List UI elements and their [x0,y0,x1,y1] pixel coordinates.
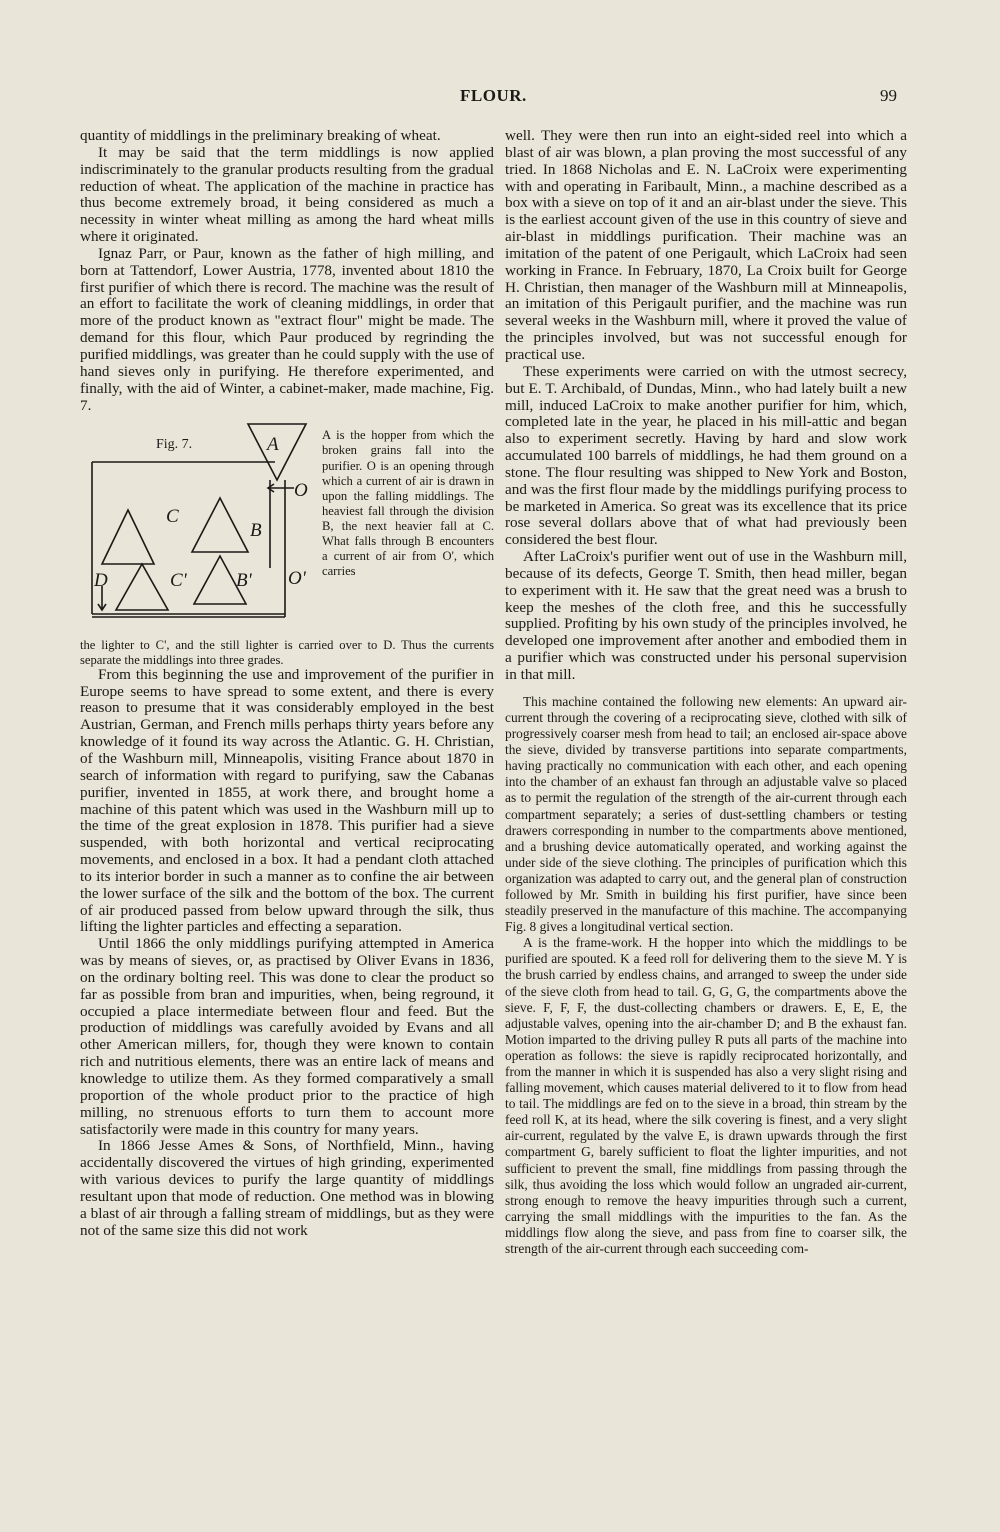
paragraph: From this beginning the use and improvement of the purifier in Europe seems to have spread to some extent, and there is every reason to presume that it was considerably employed in the best Austrian, German, and French mills perhaps thirty years before any knowledge of it found its way across the Atlantic. G. H. Christian, of the Washburn mill, Minneapolis, visiting France about 1870 in search of information with regard to purifying, saw the Cabanas purifier, invented in 1855, at work there, and brought home a machine of this patent which was used in the Washburn mill up to the time of the great explosion in 1878. This purifier had a sieve suspended, with both horizontal and vertical reciprocating movements, and enclosed in a box. It had a pendant cloth attached to its interior border in such a manner as to confine the air between the lower surface of the silk and the bottom of the box. The current of air produced passed from below upward through the silk, thus lifting the lighter particles and effecting a separation. [80,665,494,936]
purifier-diagram [80,418,312,630]
right-column [505,128,907,1257]
label-b-prime: B' [236,570,252,592]
paragraph: In 1866 Jesse Ames & Sons, of Northfield, Minn., having accidentally discovered the virtues of high grinding, experimented with various devices to purify the large quantity of middlings resultant upon that mode of reduction. One method was in blowing a blast of air through a falling stream of middlings, but as they were not of the same size this did not work [80,1137,494,1239]
left-column [80,128,494,1239]
paragraph: After LaCroix's purifier went out of use in the Washburn mill, because of its defects, George T. Smith, then head miller, began to experiment with it. He saw that the great need was a brush to keep the meshes of the cloth free, and this he successfully supplied. Profiting by his own study of the principles involved, he developed one improvement after another and embodied them in a purifier which was constructed under his personal supervision in that mill. [505,548,907,683]
label-o-prime: O' [288,568,306,590]
figure-caption: A is the hopper from which the broken grains fall into the purifier. O is an opening through which a current of air is drawn in upon the falling middlings. The heaviest fall through the division B, the next heavier fall at C. What falls through B encounters a current of air from O', which carries [322,428,494,579]
running-header [0,86,1000,110]
paragraph: These experiments were carried on with the utmost secrecy, but E. T. Archibald, of Dundas, Minn., who had lately built a new mill, induced LaCroix to make another purifier for him, which, completed late in the year, he placed in his mill-attic and began also to experiment secretly. Having by hard and slow work accumulated 100 barrels of middlings, he had them ground on a stone. The flour resulting was shipped to New York and Boston, and was the first flour made by the middlings purifying process to be marketed in America. So great was its excellence that its price rose several dollars above that of what had previously been considered the best flour. [505,362,907,549]
triangle-b [192,498,248,552]
paragraph: This machine contained the following new elements: An upward air-current through the covering of a reciprocating sieve, clothed with silk of progressively coarser mesh from head to tail; an enclosed air-space above the sieve, divided by transverse partitions into separate compartments, having practically no communication with each other, and each opening into the chamber of an exhaust fan through an adjustable valve so placed as to permit the regulation of the strength of the air-current through each compartment separately; a series of dust-settling chambers or testing drawers corresponding in number to the compartments above mentioned, and a brushing device automatically operated, and working against the under side of the sieve clothing. The principles of purification which this organization was adapted to carry out, and the general plan of construction followed by Mr. Smith in building his first purifier, have since been steadily preserved in the manufacture of this machine. The accompanying Fig. 8 gives a longitudinal vertical section. [505,693,907,935]
page-number: 99 [880,86,897,105]
paragraph: quantity of middlings in the preliminary breaking of wheat. [80,127,441,144]
triangle-c [102,510,154,564]
page-title: FLOUR. [460,86,527,105]
figure-caption-continued: the lighter to C', and the still lighter is carried over to D. Thus the currents separate the middlings into three grades. [80,638,494,667]
paragraph: Until 1866 the only middlings purifying attempted in America was by means of sieves, or, as practised by Oliver Evans in 1836, on the ordinary bolting reel. This was done to clear the product so far as possible from bran and impurities, when, being reground, it occupied a place intermediate between flour and feed. But the production of middlings was carefully avoided by Evans and all other American millers, for, though they were known to contain rich and nutritious elements, there was an entire lack of means and knowledge to utilize them. As they formed comparatively a small proportion of the whole product prior to the practice of high milling, no strenuous efforts to turn them to account more satisfactorily were made in this country for many years. [80,935,494,1138]
triangle-c-prime [116,564,168,610]
paragraph: Ignaz Parr, or Paur, known as the father of high milling, and born at Tattendorf, Lower Austria, 1778, invented about 1810 the first purifier of which there is record. The machine was the result of an effort to facilitate the work of cleaning middlings, in order that more of the product known as "extract flour" might be made. The demand for this flour, which Paur produced by regrinding the purified middlings, was greater than he could supply with the use of hand sieves only in purifying. He therefore experimented, and finally, with the aid of Winter, a cabinet-maker, made machine, Fig. 7. [80,244,494,414]
figure-label: Fig. 7. [156,437,193,453]
figure-7 [80,418,494,636]
label-o: O [294,480,308,502]
label-b: B [250,520,262,542]
paragraph: well. They were then run into an eight-sided reel into which a blast of air was blown, a plan proving the most successful of any tried. In 1868 Nicholas and E. N. LaCroix were experimenting with and operating in Faribault, Minn., a machine described as a box with a sieve on top of it and an air-blast under the sieve. This is the earliest account given of the use in this country of sieve and air-blast in middlings purification. Their machine was an imitation of the patent of one Perigault, which LaCroix had seen working in France. In February, 1870, La Croix built for George H. Christian, then manager of the Washburn mill at Minneapolis, an imitation of this Perigault purifier, and the machine was run several weeks in the Washburn mill, where it proved the value of the principles involved, but was not successful enough for practical use. [505,127,907,363]
paragraph: A is the frame-work. H the hopper into which the middlings to be purified are spouted. K a feed roll for delivering them to the sieve M. Y is the brush carried by endless chains, and arranged to sweep the under side of the sieve cloth from head to tail. G, G, G, the compartments above the sieve. F, F, F, the dust-collecting chambers or drawers. E, E, E, the adjustable valves, opening into the air-chamber D; and B the exhaust fan. Motion imparted to the driving pulley R puts all parts of the machine into operation as follows: the sieve is rapidly reciprocated horizontally, and from the manner in which it is suspended has also a very slight rising and falling movement, which causes material delivered to it to flow from head to tail. The middlings are fed on to the sieve in a broad, thin stream by the feed roll K, at its head, where the silk covering is finest, and a very slight air-current, regulated by the valve E, is drawn upwards through the first compartment G, barely sufficient to float the lighter impurities, and not sufficient to prevent the small, fine middlings from passing through the silk, thus avoiding the loss which would follow an ungraded air-current, strong enough to remove the heavy impurities through such a current, carrying the small middlings with the impurities to the fan. As the middlings flow along the sieve, and pass from fine to coarser silk, the strength of the air-current through each succeeding com- [505,935,907,1257]
label-d: D [94,570,108,592]
label-c-prime: C' [170,570,187,592]
label-c: C [166,506,179,528]
label-a: A [267,434,279,456]
paragraph: It may be said that the term middlings is now applied indiscriminately to the granular products resulting from the gradual reduction of wheat. The application of the machine in practice has thus become extremely broad, it being considered as much a necessity in winter wheat milling as among the hard wheat mills where it originated. [80,143,494,246]
